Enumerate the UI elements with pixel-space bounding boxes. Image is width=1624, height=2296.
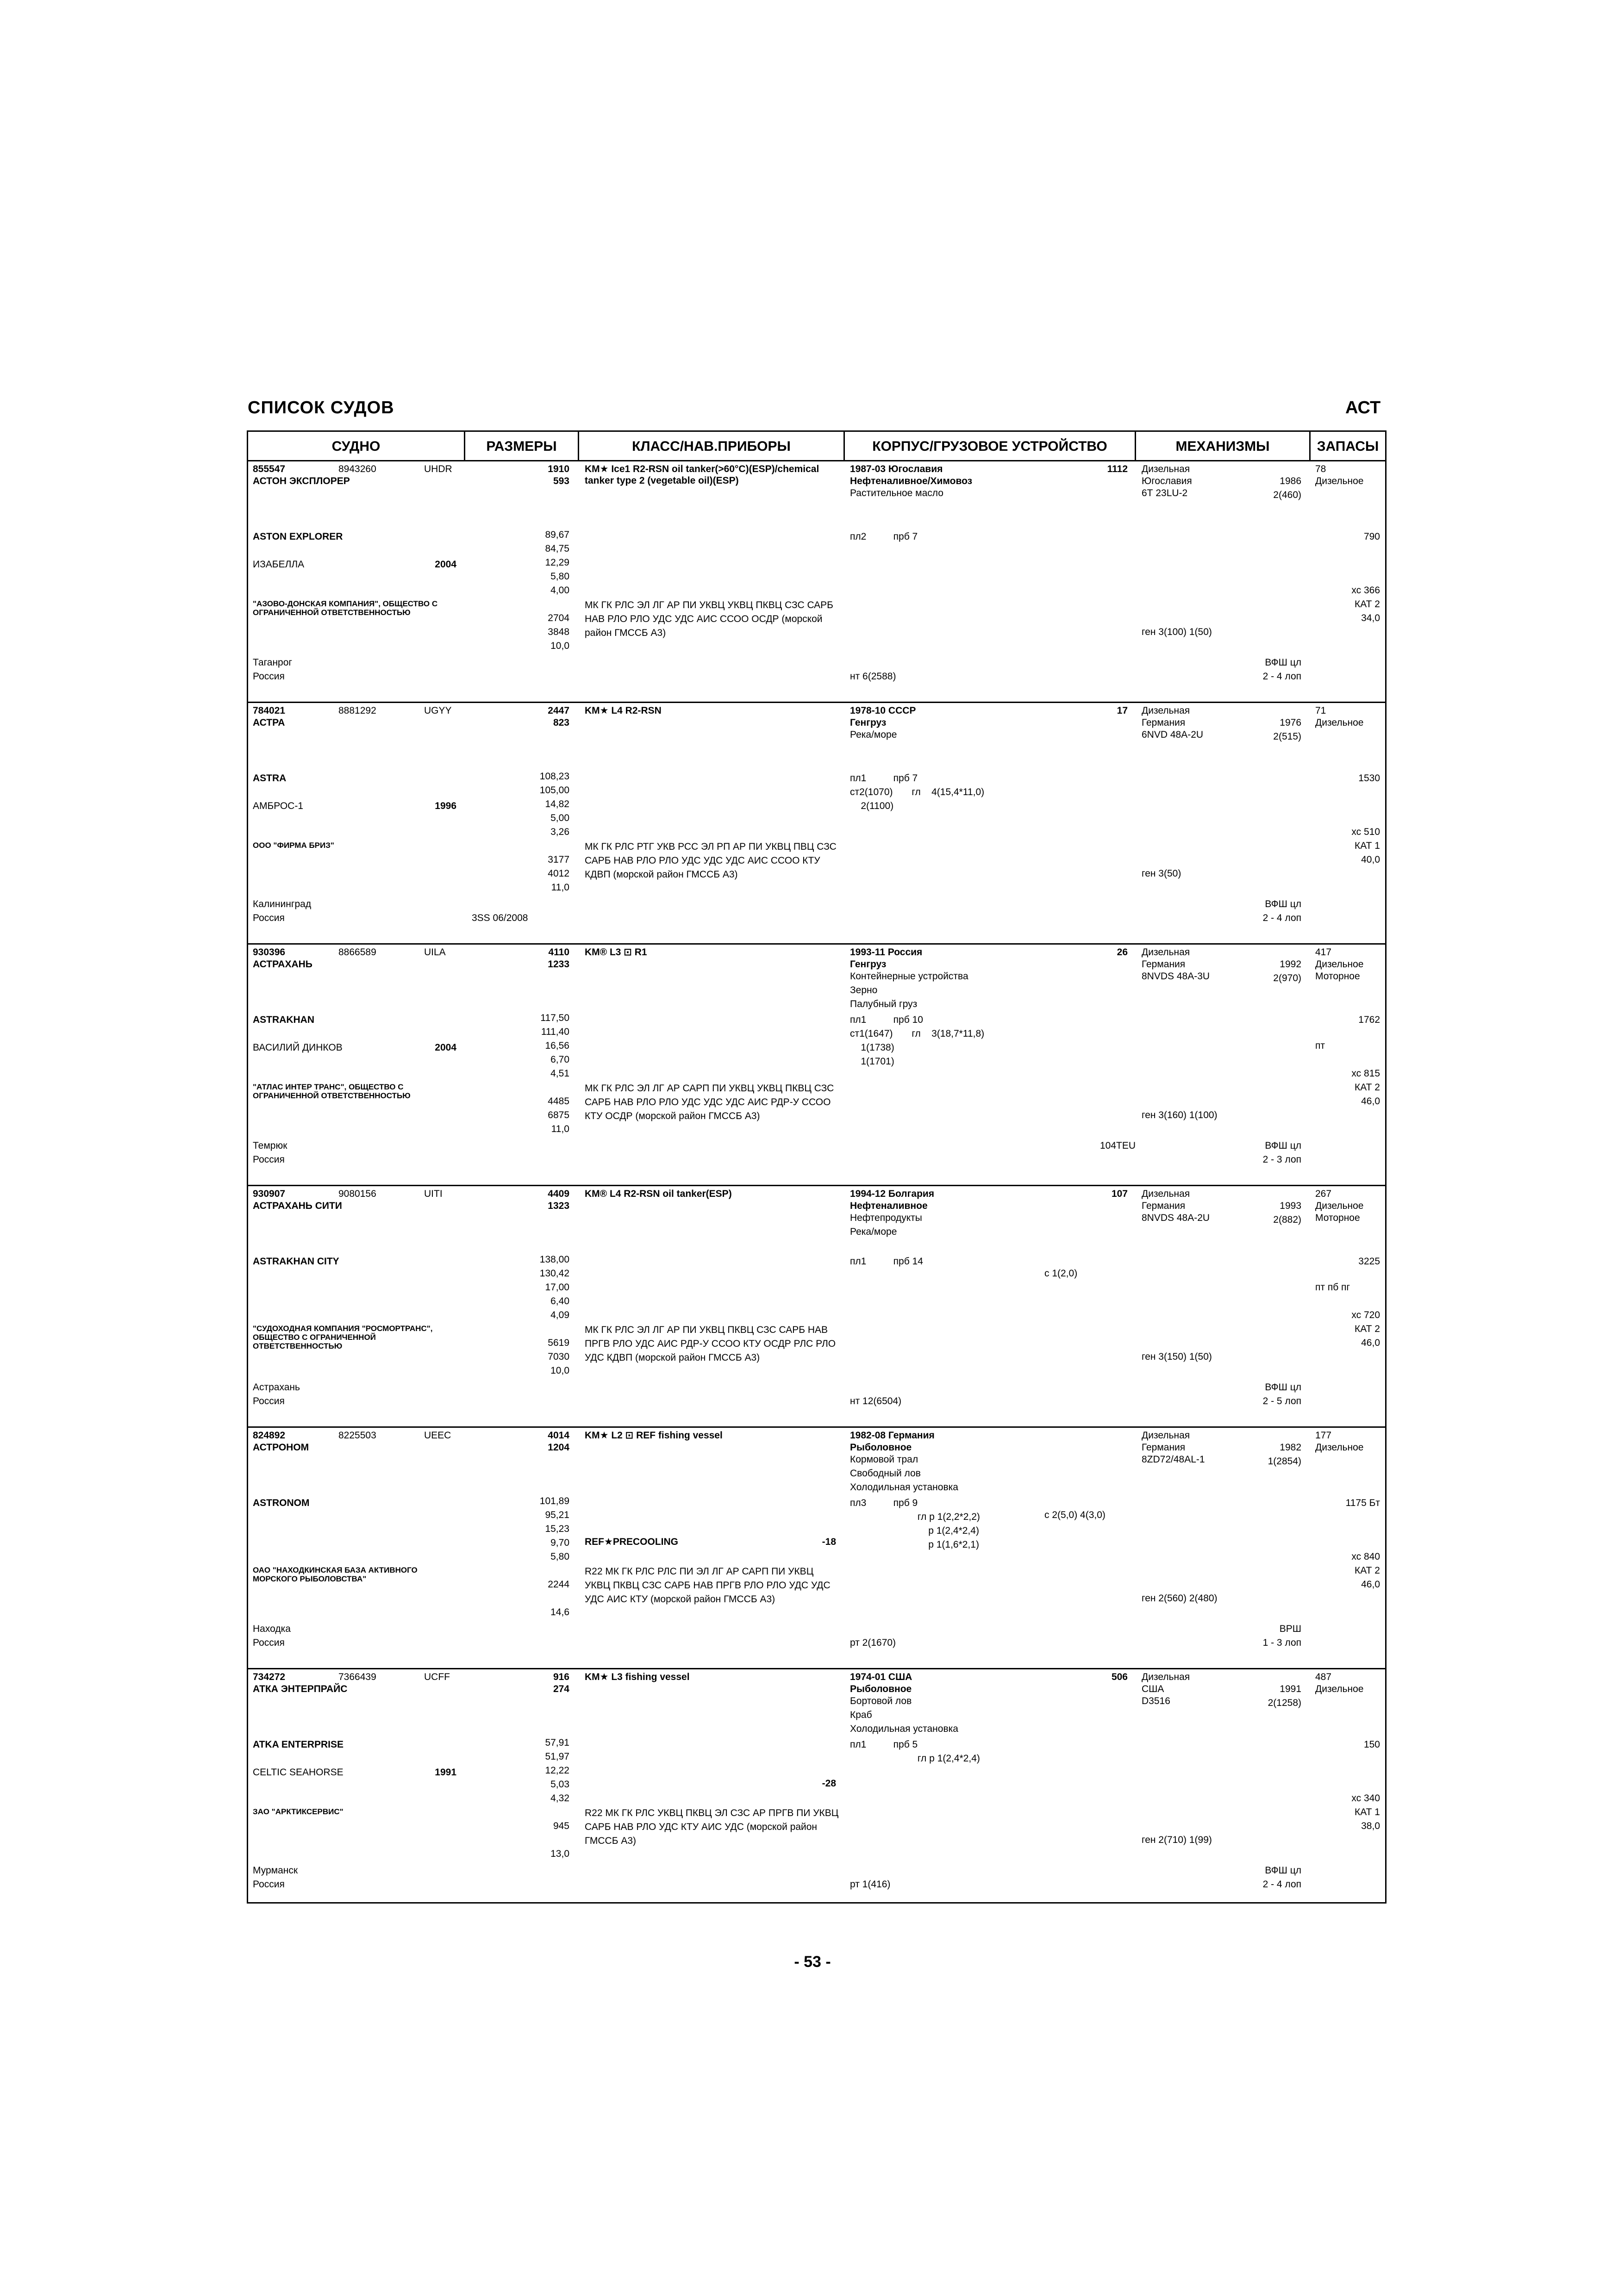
supply-value: Дизельное	[1315, 717, 1364, 728]
propeller-type: ВФШ цл	[1265, 1865, 1301, 1876]
owner-name: "АЗОВО-ДОНСКАЯ КОМПАНИЯ", ОБЩЕСТВО С ОГРАНИЧЕННОЙ ОТВЕТСТВЕННОСТЬЮ	[253, 599, 438, 617]
former-name: ИЗАБЕЛЛА	[253, 559, 305, 570]
supply-misc: хс 720	[1351, 1310, 1380, 1320]
dimension-value: 95,21	[545, 1510, 569, 1520]
registry-number: 784021	[253, 705, 286, 716]
supply-value: Дизельное	[1315, 1201, 1364, 1211]
fuel-capacity: 790	[1363, 531, 1380, 542]
cargo-feature: Холодильная установка	[850, 1482, 958, 1493]
dimension-value: 16,56	[545, 1040, 569, 1051]
generators: ген 3(100) 1(50)	[1142, 627, 1212, 637]
home-port: Таганрог	[253, 657, 293, 668]
gross-tonnage: 2447	[548, 705, 569, 716]
vessel-name-en: ATKA ENTERPRISE	[253, 1739, 344, 1750]
cargo-feature: Река/море	[850, 729, 897, 740]
engine-country: Югославия	[1142, 476, 1192, 486]
engine-year: 1982	[1280, 1442, 1301, 1453]
build-year-country: 1982-08 Германия	[850, 1430, 935, 1441]
class-notation: KM★ L4 R2-RSN	[585, 705, 662, 716]
engine-count-power: 2(460)	[1273, 490, 1301, 500]
dimension-value: 15,23	[545, 1524, 569, 1534]
dimension-value: 3177	[548, 854, 569, 865]
owner-name: ЗАО "АРКТИКСЕРВИС"	[253, 1807, 344, 1816]
dimension-value: 5,00	[550, 813, 569, 823]
propeller-blades: 2 - 4 лоп	[1262, 671, 1301, 682]
vessel-name-ru: АТКА ЭНТЕРПРАЙС	[253, 1684, 348, 1694]
former-name: CELTIC SEAHORSE	[253, 1767, 344, 1778]
build-year-country: 1978-10 СССР	[850, 705, 916, 716]
cargo-feature: Нефтепродукты	[850, 1213, 922, 1223]
supply-misc: 46,0	[1361, 1579, 1380, 1590]
dimension-value: 101,89	[539, 1496, 569, 1506]
deck-hatch-info: пл1 прб 14	[850, 1256, 923, 1267]
page-number: - 53 -	[794, 1953, 831, 1971]
engine-country: Германия	[1142, 1442, 1186, 1453]
deck-hatch-info: гл р 1(2,4*2,4)	[850, 1753, 980, 1764]
cargo-feature: Контейнерные устройства	[850, 971, 968, 982]
vessel-name-ru: АСТРА	[253, 717, 285, 728]
ship-record	[248, 703, 1385, 945]
hull-number: 506	[1111, 1672, 1128, 1682]
fuel-capacity: 150	[1363, 1739, 1380, 1750]
owner-name: "СУДОХОДНАЯ КОМПАНИЯ "РОСМОРТРАНС", ОБЩЕСТВО С ОГРАНИЧЕННОЙ ОТВЕТСТВЕННОСТЬЮ	[253, 1324, 433, 1350]
generators: ген 3(160) 1(100)	[1142, 1110, 1218, 1120]
page-header-range: АСТ	[1345, 398, 1381, 417]
engine-country: Германия	[1142, 959, 1186, 970]
dimension-value: 2704	[548, 613, 569, 623]
imo-number: 8943260	[338, 464, 376, 474]
supply-misc: хс 340	[1351, 1793, 1380, 1804]
engine-model: 8NVDS 48A-3U	[1142, 971, 1210, 982]
flag-country: Россия	[253, 1637, 285, 1648]
dimension-value: 130,42	[539, 1268, 569, 1279]
supply-misc: 46,0	[1361, 1096, 1380, 1107]
col-supplies-header: ЗАПАСЫ	[1311, 432, 1385, 461]
cargo-feature: Холодильная установка	[850, 1724, 958, 1734]
dimension-value: 5,80	[550, 571, 569, 582]
dimension-value: 13,0	[550, 1848, 569, 1859]
tank-info: нт 6(2588)	[850, 671, 896, 682]
gross-tonnage: 1910	[548, 464, 569, 474]
propeller-blades: 1 - 3 лоп	[1262, 1637, 1301, 1648]
owner-name: ОАО "НАХОДКИНСКАЯ БАЗА АКТИВНОГО МОРСКОГО РЫБОЛОВСТВА"	[253, 1566, 418, 1583]
call-sign: UCFF	[424, 1672, 450, 1682]
dimension-value: 4,00	[550, 585, 569, 596]
cargo-feature: Река/море	[850, 1226, 897, 1237]
vessel-type: Генгруз	[850, 717, 887, 728]
engine-type: Дизельная	[1142, 1430, 1190, 1441]
dimension-value: 89,67	[545, 529, 569, 540]
class-notation: KM★ L2 ⊡ REF fishing vessel	[585, 1430, 723, 1441]
ship-record	[248, 1186, 1385, 1428]
engine-country: Германия	[1142, 717, 1186, 728]
supply-misc: 40,0	[1361, 854, 1380, 865]
call-sign: UILA	[424, 947, 446, 958]
fuel-capacity: 1530	[1358, 773, 1380, 784]
imo-number: 7366439	[338, 1672, 376, 1682]
dimension-value: 4,09	[550, 1310, 569, 1320]
dimension-value: 108,23	[539, 771, 569, 782]
supply-value: Дизельное	[1315, 476, 1364, 486]
supply-value: Моторное	[1315, 1213, 1360, 1223]
dimension-value: 6875	[548, 1110, 569, 1120]
call-sign: UITI	[424, 1188, 443, 1199]
supply-value: Дизельное	[1315, 959, 1364, 970]
col-dimensions-header: РАЗМЕРЫ	[465, 432, 578, 461]
dimension-value: 117,50	[540, 1013, 569, 1023]
vessel-name-ru: АСТРАХАНЬ СИТИ	[253, 1201, 342, 1211]
dimension-value: 51,97	[545, 1751, 569, 1762]
home-port: Астрахань	[253, 1382, 300, 1393]
net-tonnage: 593	[553, 476, 569, 486]
gross-tonnage: 916	[553, 1672, 569, 1682]
vessel-name-en: ASTRA	[253, 773, 287, 784]
hull-number: 107	[1111, 1188, 1128, 1199]
supply-misc: хс 840	[1351, 1551, 1380, 1562]
propeller-type: ВФШ цл	[1265, 657, 1301, 668]
net-tonnage: 823	[553, 717, 569, 728]
col-vessel-header: СУДНО	[248, 432, 464, 461]
dimension-value: 84,75	[545, 543, 569, 554]
engine-count-power: 2(970)	[1273, 973, 1301, 983]
deck-hatch-info: пл3 прб 9	[850, 1498, 918, 1508]
dimension-value: 4485	[548, 1096, 569, 1107]
supply-value: Дизельное	[1315, 1684, 1364, 1694]
deck-hatch-info: пл1 прб 5	[850, 1739, 918, 1750]
deck-hatch-info: гл р 1(2,2*2,2)	[850, 1512, 980, 1522]
dimension-value: 12,22	[545, 1765, 569, 1776]
deck-hatch-info: пл2 прб 7	[850, 531, 918, 542]
dimension-value: 5,80	[550, 1551, 569, 1562]
nav-equipment: МК ГК РЛС ЭЛ ЛГ АР САРП ПИ УКВЦ УКВЦ ПКВЦ СЗС САРБ НАВ РЛО РЛО УДС УДС УДС АИС РДР-У ССОО КТУ ОСДР (морской район ГМССБ А3)	[585, 1083, 834, 1121]
registry-number: 855547	[253, 464, 286, 474]
vessel-type: Нефтеналивное	[850, 1201, 928, 1211]
supply-misc: хс 510	[1351, 827, 1380, 837]
engine-year: 1986	[1280, 476, 1301, 486]
engine-type: Дизельная	[1142, 705, 1190, 716]
tank-info: рт 1(416)	[850, 1879, 891, 1890]
dimension-value: 3848	[548, 627, 569, 637]
ship-register-table	[247, 430, 1387, 1904]
vessel-name-en: ASTON EXPLORER	[253, 531, 343, 542]
supply-misc: КАТ 2	[1355, 1565, 1380, 1576]
dimension-value: 5,03	[550, 1779, 569, 1790]
supply-misc: КАТ 2	[1355, 1082, 1380, 1093]
imo-number: 8866589	[338, 947, 376, 958]
vessel-type: Рыболовное	[850, 1442, 912, 1453]
home-port: Калининград	[253, 899, 312, 909]
former-name-year: 2004	[435, 1042, 456, 1053]
deck-hatch-info: 1(1738)	[850, 1042, 894, 1053]
build-year-country: 1993-11 Россия	[850, 947, 923, 958]
engine-type: Дизельная	[1142, 464, 1190, 474]
former-name: ВАСИЛИЙ ДИНКОВ	[253, 1042, 343, 1053]
supply-extra: пт	[1315, 1040, 1325, 1051]
engine-model: D3516	[1142, 1696, 1170, 1706]
supply-misc: 38,0	[1361, 1821, 1380, 1831]
former-name-year: 1991	[435, 1767, 456, 1778]
dimension-value: 2244	[548, 1579, 569, 1590]
registry-number: 930907	[253, 1188, 286, 1199]
nav-equipment: МК ГК РЛС ЭЛ ЛГ АР ПИ УКВЦ УКВЦ ПКВЦ СЗС САРБ НАВ РЛО РЛО УДС УДС АИС ССОО ОСДР (морской район ГМССБ А3)	[585, 600, 833, 638]
survey-note: 3SS 06/2008	[472, 913, 528, 923]
home-port: Мурманск	[253, 1865, 298, 1876]
engine-model: 6NVD 48A-2U	[1142, 729, 1204, 740]
engine-country: Германия	[1142, 1201, 1186, 1211]
fuel-capacity: 1175 Бт	[1345, 1498, 1380, 1508]
dimension-value: 57,91	[545, 1737, 569, 1748]
supply-value: Моторное	[1315, 971, 1360, 982]
vessel-type: Генгруз	[850, 959, 887, 970]
registry-number: 930396	[253, 947, 286, 958]
dimension-value: 9,70	[550, 1537, 569, 1548]
deck-hatch-info: 1(1701)	[850, 1056, 894, 1067]
generators: ген 2(560) 2(480)	[1142, 1593, 1218, 1604]
hull-number: 17	[1117, 705, 1128, 716]
generators: ген 3(150) 1(50)	[1142, 1351, 1212, 1362]
deck-hatch-info: пл1 прб 10	[850, 1014, 923, 1025]
propeller-type: ВФШ цл	[1265, 1382, 1301, 1393]
nav-equipment: R22 МК ГК РЛС РЛС ПИ ЭЛ ЛГ АР САРП ПИ УКВЦ УКВЦ ПКВЦ СЗС САРБ НАВ ПРГВ РЛО РЛО УДС УДС УДС АИС КТУ (морской район ГМССБ А3)	[585, 1566, 831, 1605]
engine-year: 1976	[1280, 717, 1301, 728]
net-tonnage: 1323	[548, 1201, 569, 1211]
net-tonnage: 1204	[548, 1442, 569, 1453]
col-hull-header: КОРПУС/ГРУЗОВОЕ УСТРОЙСТВО	[845, 432, 1135, 461]
deck-hatch-info: 2(1100)	[850, 801, 894, 811]
flag-country: Россия	[253, 1879, 285, 1890]
supply-value: 487	[1315, 1672, 1332, 1682]
vessel-name-ru: АСТРОНОМ	[253, 1442, 309, 1453]
dimension-value: 4012	[548, 868, 569, 879]
propeller-blades: 2 - 3 лоп	[1262, 1154, 1301, 1165]
net-tonnage: 274	[553, 1684, 569, 1694]
deck-hatch-info: пл1 прб 7	[850, 773, 918, 784]
ref-temperature: -18	[822, 1537, 836, 1547]
flag-country: Россия	[253, 1154, 285, 1165]
engine-type: Дизельная	[1142, 1188, 1190, 1199]
supply-value: 177	[1315, 1430, 1332, 1441]
dimension-value: 5619	[548, 1338, 569, 1348]
dimension-value: 17,00	[545, 1282, 569, 1293]
engine-year: 1993	[1280, 1201, 1301, 1211]
deck-hatch-info: р 1(1,6*2,1)	[850, 1539, 979, 1550]
vessel-name-ru: АСТРАХАНЬ	[253, 959, 312, 970]
supply-value: 267	[1315, 1188, 1332, 1199]
dimension-value: 11,0	[551, 1124, 569, 1134]
engine-country: США	[1142, 1684, 1164, 1694]
dimension-value: 7030	[548, 1351, 569, 1362]
supply-misc: 46,0	[1361, 1338, 1380, 1348]
class-notation: KM® L4 R2-RSN oil tanker(ESP)	[585, 1188, 732, 1199]
supply-misc: КАТ 1	[1355, 840, 1380, 851]
dimension-value: 11,0	[551, 882, 569, 893]
propeller-type: ВФШ цл	[1265, 1140, 1301, 1151]
dimension-value: 3,26	[550, 827, 569, 837]
former-name-year: 2004	[435, 559, 456, 570]
dimension-value: 4,51	[550, 1068, 569, 1079]
ship-record	[248, 1669, 1385, 1911]
build-year-country: 1987-03 Югославия	[850, 464, 943, 474]
cargo-feature: Растительное масло	[850, 488, 943, 498]
vessel-type: Рыболовное	[850, 1684, 912, 1694]
vessel-name-en: ASTRONOM	[253, 1498, 310, 1508]
home-port: Темрюк	[253, 1140, 287, 1151]
propeller-blades: 2 - 4 лоп	[1262, 1879, 1301, 1890]
propeller-type: ВФШ цл	[1265, 899, 1301, 909]
ship-record	[248, 1428, 1385, 1669]
propeller-blades: 2 - 5 лоп	[1262, 1396, 1301, 1406]
deck-hatch-info: ст2(1070) гл 4(15,4*11,0)	[850, 787, 985, 797]
dimension-value: 14,82	[545, 799, 569, 809]
engine-year: 1992	[1280, 959, 1301, 970]
vessel-name-en: ASTRAKHAN CITY	[253, 1256, 339, 1267]
engine-count-power: 2(882)	[1273, 1214, 1301, 1225]
dimension-value: 6,70	[550, 1054, 569, 1065]
tank-info: рт 2(1670)	[850, 1637, 896, 1648]
build-year-country: 1974-01 США	[850, 1672, 912, 1682]
ref-class: REF★PRECOOLING	[585, 1537, 679, 1547]
nav-equipment: МК ГК РЛС РТГ УКВ РСС ЭЛ РП АР ПИ УКВЦ ПВЦ СЗС САРБ НАВ РЛО РЛО УДС УДС УДС АИС ССОО КТУ КДВП (морской район ГМССБ А3)	[585, 841, 837, 880]
engine-model: 6Т 23LU-2	[1142, 488, 1188, 498]
class-notation: KM★ Ice1 R2-RSN oil tanker(>60°C)(ESP)/chemical tanker type 2 (vegetable oil)(ESP)	[585, 464, 819, 486]
owner-name: "АТЛАС ИНТЕР ТРАНС", ОБЩЕСТВО С ОГРАНИЧЕННОЙ ОТВЕТСТВЕННОСТЬЮ	[253, 1083, 411, 1100]
supply-value: 71	[1315, 705, 1326, 716]
generators: ген 2(710) 1(99)	[1142, 1835, 1212, 1845]
flag-country: Россия	[253, 1396, 285, 1406]
engine-type: Дизельная	[1142, 1672, 1190, 1682]
engine-year: 1991	[1280, 1684, 1301, 1694]
hull-number: 1112	[1107, 464, 1128, 474]
vessel-name-en: ASTRAKHAN	[253, 1014, 314, 1025]
supply-value: 417	[1315, 947, 1332, 958]
deck-hatch-info: р 1(2,4*2,4)	[850, 1525, 979, 1536]
ship-record	[248, 461, 1385, 703]
propeller-blades: 2 - 4 лоп	[1262, 913, 1301, 923]
hull-number: 26	[1117, 947, 1128, 958]
dimension-value: 10,0	[550, 641, 569, 651]
flag-country: Россия	[253, 913, 285, 923]
registry-number: 734272	[253, 1672, 286, 1682]
call-sign: UHDR	[424, 464, 452, 474]
class-notation: KM★ L3 fishing vessel	[585, 1672, 690, 1682]
dimension-value: 12,29	[545, 557, 569, 568]
call-sign: UEEC	[424, 1430, 451, 1441]
dimension-value: 10,0	[550, 1365, 569, 1376]
home-port: Находка	[253, 1624, 291, 1634]
engine-model: 8ZD72/48AL-1	[1142, 1454, 1205, 1465]
col-engines-header: МЕХАНИЗМЫ	[1136, 432, 1309, 461]
engine-model: 8NVDS 48A-2U	[1142, 1213, 1210, 1223]
supply-misc: хс 815	[1351, 1068, 1380, 1079]
vessel-type: Нефтеналивное/Химовоз	[850, 476, 973, 486]
dimension-value: 105,00	[539, 785, 569, 796]
flag-country: Россия	[253, 671, 285, 682]
nav-equipment: R22 МК ГК РЛС УКВЦ ПКВЦ ЭЛ СЗС АР ПРГВ ПИ УКВЦ САРБ НАВ РЛО УДС КТУ АИС УДС (морской район ГМССБ А3)	[585, 1808, 839, 1846]
fuel-capacity: 1762	[1358, 1014, 1380, 1025]
build-year-country: 1994-12 Болгария	[850, 1188, 935, 1199]
supply-extra: пт пб пг	[1315, 1282, 1350, 1293]
ref-temperature: -28	[822, 1778, 836, 1789]
gross-tonnage: 4409	[548, 1188, 569, 1199]
engine-count-power: 1(2854)	[1268, 1456, 1301, 1467]
cargo-feature: Кормовой трал	[850, 1454, 918, 1465]
supply-misc: КАТ 2	[1355, 1324, 1380, 1334]
deck-hatch-info: ст1(1647) гл 3(18,7*11,8)	[850, 1028, 985, 1039]
propeller-type: ВРШ	[1279, 1624, 1301, 1634]
supply-misc: КАТ 1	[1355, 1807, 1380, 1817]
imo-number: 9080156	[338, 1188, 376, 1199]
cargo-feature: Свободный лов	[850, 1468, 921, 1479]
engine-type: Дизельная	[1142, 947, 1190, 958]
gross-tonnage: 4110	[548, 947, 569, 958]
ship-record	[248, 945, 1385, 1186]
imo-number: 8881292	[338, 705, 376, 716]
call-sign: UGYY	[424, 705, 452, 716]
gross-tonnage: 4014	[548, 1430, 569, 1441]
supply-misc: КАТ 2	[1355, 599, 1380, 610]
cargo-feature: Зерно	[850, 985, 878, 996]
net-tonnage: 1233	[548, 959, 569, 970]
dimension-value: 138,00	[539, 1254, 569, 1265]
crane-info: с 1(2,0)	[1044, 1268, 1078, 1279]
cargo-feature: Бортовой лов	[850, 1696, 912, 1706]
imo-number: 8225503	[338, 1430, 376, 1441]
former-name-year: 1996	[435, 801, 456, 811]
cargo-feature: Палубный груз	[850, 999, 918, 1009]
dimension-value: 945	[553, 1821, 569, 1831]
dimension-value: 4,32	[550, 1793, 569, 1804]
nav-equipment: МК ГК РЛС ЭЛ ЛГ АР ПИ УКВЦ ПКВЦ СЗС САРБ НАВ ПРГВ РЛО УДС АИС РДР-У ССОО КТУ ОСДР РЛС РЛО УДС КДВП (морской район ГМССБ А3)	[585, 1325, 836, 1363]
vessel-name-ru: АСТОН ЭКСПЛОРЕР	[253, 476, 350, 486]
crane-info: с 2(5,0) 4(3,0)	[1044, 1510, 1106, 1520]
supply-misc: хс 366	[1351, 585, 1380, 596]
col-class-header: КЛАСС/НАВ.ПРИБОРЫ	[579, 432, 843, 461]
dimension-value: 14,6	[550, 1607, 569, 1618]
tank-info: нт 12(6504)	[850, 1396, 902, 1406]
engine-count-power: 2(1258)	[1268, 1698, 1301, 1708]
cargo-feature: Краб	[850, 1710, 872, 1720]
dimension-value: 111,40	[541, 1027, 569, 1037]
class-notation: KM® L3 ⊡ R1	[585, 947, 647, 958]
page-header-title: СПИСОК СУДОВ	[248, 398, 394, 417]
engine-count-power: 2(515)	[1273, 731, 1301, 742]
former-name: АМБРОС-1	[253, 801, 303, 811]
supply-misc: 34,0	[1361, 613, 1380, 623]
supply-value: Дизельное	[1315, 1442, 1364, 1453]
generators: ген 3(50)	[1142, 868, 1181, 879]
supply-value: 78	[1315, 464, 1326, 474]
dimension-value: 6,40	[550, 1296, 569, 1307]
fuel-capacity: 3225	[1358, 1256, 1380, 1267]
owner-name: ООО "ФИРМА БРИЗ"	[253, 841, 334, 850]
container-capacity: 104TEU	[1100, 1140, 1136, 1151]
registry-number: 824892	[253, 1430, 286, 1441]
